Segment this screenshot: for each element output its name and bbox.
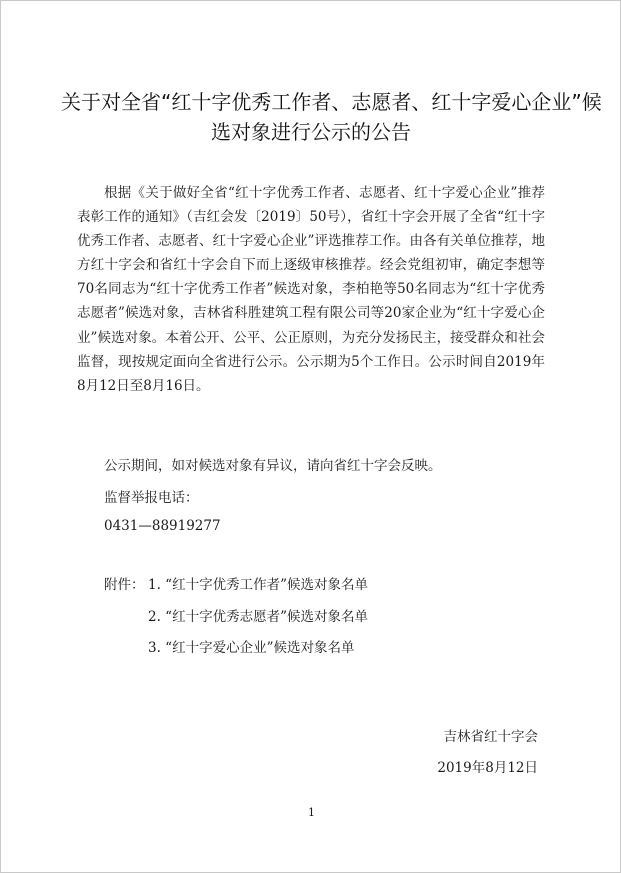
title-line-1: 关于对全省“红十字优秀工作者、志愿者、红十字爱心企业”候 <box>61 90 602 114</box>
page-number: 1 <box>308 806 315 819</box>
document-title <box>61 87 602 147</box>
hotline-number: 0431—88919277 <box>104 518 221 534</box>
objection-note: 公示期间，如对候选对象有异议，请向省红十字会反映。 <box>104 458 442 474</box>
announcement-body: 根据《关于做好全省“红十字优秀工作者、志愿者、红十字爱心企业”推荐表彰工作的通知》（吉红会发〔2019〕50号），省红十字会开展了全省“红十字优秀工作者、志愿者、红十字爱心企业”评选推荐工作。由各有关单位推荐，地方红十字会和省红十字会自下而上逐级审核推荐。经会党组初审，确定李想等70名同志为“红十字优秀工作者”候选对象，李柏艳等50名同志为“红十字优秀志愿者”候选对象，吉林省科胜建筑工程有限公司等20家企业为“红十字爱心企业”候选对象。本着公开、公平、公正原则，为充分发扬民主，接受群众和社会监督，现按规定面向全省进行公示。公示期为5个工作日。公示时间自2019年8月12日至8月16日。 <box>77 185 545 394</box>
title-line-2: 选对象进行公示的公告 <box>211 120 411 144</box>
issuing-organization: 吉林省红十字会 <box>443 729 538 745</box>
issue-date: 2019年8月12日 <box>437 760 538 776</box>
attachment-item: 1. “红十字优秀工作者”候选对象名单 <box>148 577 368 593</box>
attachments-label: 附件： <box>104 577 145 593</box>
attachment-item: 3. “红十字爱心企业”候选对象名单 <box>148 640 355 656</box>
hotline-label: 监督举报电话： <box>104 490 199 506</box>
attachment-item: 2. “红十字优秀志愿者”候选对象名单 <box>148 609 368 625</box>
